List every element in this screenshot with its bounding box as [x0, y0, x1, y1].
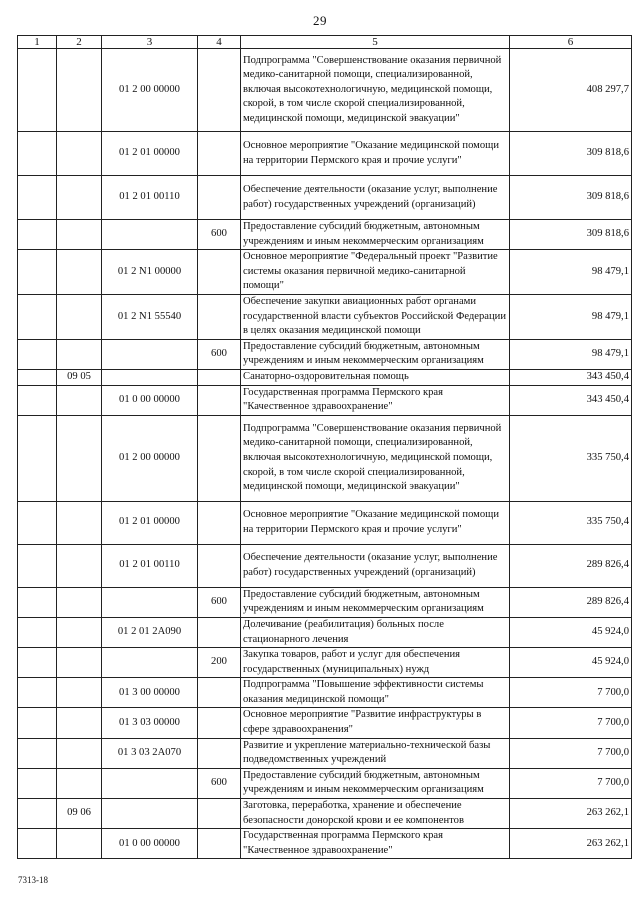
- table-row: [18, 829, 632, 859]
- item-name-cell: Государственная программа Пермского края "Качественное здравоохранение": [241, 829, 510, 859]
- item-name-cell: Закупка товаров, работ и услуг для обеспечения государственных (муниципальных) нужд: [241, 648, 510, 678]
- target-code-cell: [102, 339, 198, 369]
- subsection-cell: [57, 385, 102, 415]
- target-code-cell: 01 2 N1 00000: [102, 250, 198, 295]
- target-code-cell: 01 3 00 00000: [102, 678, 198, 708]
- table-row: [18, 617, 632, 647]
- target-code-cell: 01 2 01 00000: [102, 501, 198, 544]
- page-number: 29: [313, 13, 327, 28]
- expense-type-cell: 200: [198, 648, 241, 678]
- amount-cell: 7 700,0: [510, 738, 632, 768]
- expense-type-cell: [198, 369, 241, 385]
- target-code-cell: 01 2 N1 55540: [102, 294, 198, 339]
- amount-cell: 98 479,1: [510, 294, 632, 339]
- section-cell: [18, 829, 57, 859]
- section-cell: [18, 768, 57, 798]
- expense-type-cell: [198, 49, 241, 132]
- subsection-cell: [57, 678, 102, 708]
- subsection-cell: [57, 415, 102, 501]
- expense-type-cell: 600: [198, 220, 241, 250]
- target-code-cell: [102, 768, 198, 798]
- item-name-cell: Санаторно-оздоровительная помощь: [241, 369, 510, 385]
- expense-type-cell: [198, 501, 241, 544]
- target-code-cell: 01 2 01 00110: [102, 544, 198, 587]
- table-row: [18, 544, 632, 587]
- section-cell: [18, 176, 57, 220]
- target-code-cell: 01 2 01 2А090: [102, 617, 198, 647]
- expense-type-cell: [198, 829, 241, 859]
- target-code-cell: 01 2 01 00000: [102, 132, 198, 176]
- section-cell: [18, 501, 57, 544]
- table-row: [18, 385, 632, 415]
- item-name-cell: Предоставление субсидий бюджетным, автономным учреждениям и иным некоммерческим организациям: [241, 220, 510, 250]
- subsection-cell: [57, 768, 102, 798]
- expense-type-cell: [198, 250, 241, 295]
- table-row: [18, 339, 632, 369]
- table-row: [18, 587, 632, 617]
- expense-type-cell: 600: [198, 339, 241, 369]
- amount-cell: 408 297,7: [510, 49, 632, 132]
- section-cell: [18, 49, 57, 132]
- table-row: [18, 799, 632, 829]
- amount-cell: 289 826,4: [510, 587, 632, 617]
- table-row: [18, 369, 632, 385]
- target-code-cell: 01 3 03 2А070: [102, 738, 198, 768]
- amount-cell: 335 750,4: [510, 501, 632, 544]
- section-cell: [18, 708, 57, 738]
- column-header: 6: [510, 36, 632, 49]
- expense-type-cell: [198, 544, 241, 587]
- amount-cell: 7 700,0: [510, 768, 632, 798]
- item-name-cell: Обеспечение деятельности (оказание услуг, выполнение работ) государственных учреждений (организаций): [241, 176, 510, 220]
- column-header: 3: [102, 36, 198, 49]
- table-row: [18, 49, 632, 132]
- subsection-cell: [57, 294, 102, 339]
- amount-cell: 343 450,4: [510, 369, 632, 385]
- table-row: [18, 220, 632, 250]
- subsection-cell: [57, 501, 102, 544]
- target-code-cell: 01 2 00 00000: [102, 415, 198, 501]
- subsection-cell: 09 06: [57, 799, 102, 829]
- subsection-cell: [57, 49, 102, 132]
- target-code-cell: 01 0 00 00000: [102, 385, 198, 415]
- section-cell: [18, 385, 57, 415]
- section-cell: [18, 339, 57, 369]
- section-cell: [18, 678, 57, 708]
- section-cell: [18, 617, 57, 647]
- section-cell: [18, 220, 57, 250]
- item-name-cell: Обеспечение закупки авиационных работ органами государственной власти субъектов Российской Федерации в целях оказания медицинской помощи: [241, 294, 510, 339]
- table-row: [18, 250, 632, 295]
- target-code-cell: 01 3 03 00000: [102, 708, 198, 738]
- amount-cell: 98 479,1: [510, 339, 632, 369]
- target-code-cell: 01 2 00 00000: [102, 49, 198, 132]
- section-cell: [18, 544, 57, 587]
- target-code-cell: 01 2 01 00110: [102, 176, 198, 220]
- item-name-cell: Предоставление субсидий бюджетным, автономным учреждениям и иным некоммерческим организациям: [241, 768, 510, 798]
- subsection-cell: [57, 829, 102, 859]
- target-code-cell: [102, 369, 198, 385]
- table-row: [18, 501, 632, 544]
- item-name-cell: Предоставление субсидий бюджетным, автономным учреждениям и иным некоммерческим организациям: [241, 587, 510, 617]
- item-name-cell: Основное мероприятие "Развитие инфраструктуры в сфере здравоохранения": [241, 708, 510, 738]
- subsection-cell: [57, 339, 102, 369]
- expense-type-cell: [198, 385, 241, 415]
- amount-cell: 45 924,0: [510, 617, 632, 647]
- amount-cell: 263 262,1: [510, 799, 632, 829]
- target-code-cell: [102, 587, 198, 617]
- expense-type-cell: [198, 176, 241, 220]
- amount-cell: 7 700,0: [510, 708, 632, 738]
- table-row: [18, 768, 632, 798]
- item-name-cell: Предоставление субсидий бюджетным, автономным учреждениям и иным некоммерческим организациям: [241, 339, 510, 369]
- subsection-cell: [57, 648, 102, 678]
- table-header-row: [18, 36, 632, 49]
- table-row: [18, 678, 632, 708]
- subsection-cell: [57, 132, 102, 176]
- amount-cell: 309 818,6: [510, 220, 632, 250]
- section-cell: [18, 132, 57, 176]
- expense-type-cell: 600: [198, 587, 241, 617]
- table-row: [18, 176, 632, 220]
- amount-cell: 335 750,4: [510, 415, 632, 501]
- amount-cell: 7 700,0: [510, 678, 632, 708]
- table-row: [18, 132, 632, 176]
- section-cell: [18, 250, 57, 295]
- subsection-cell: [57, 220, 102, 250]
- expense-type-cell: [198, 415, 241, 501]
- item-name-cell: Развитие и укрепление материально-технической базы подведомственных учреждений: [241, 738, 510, 768]
- subsection-cell: [57, 250, 102, 295]
- expense-type-cell: [198, 132, 241, 176]
- section-cell: [18, 369, 57, 385]
- table-row: [18, 738, 632, 768]
- amount-cell: 98 479,1: [510, 250, 632, 295]
- target-code-cell: [102, 220, 198, 250]
- column-header: 2: [57, 36, 102, 49]
- expense-type-cell: 600: [198, 768, 241, 798]
- budget-table: [17, 35, 632, 859]
- expense-type-cell: [198, 617, 241, 647]
- column-header: 4: [198, 36, 241, 49]
- subsection-cell: [57, 738, 102, 768]
- section-cell: [18, 294, 57, 339]
- subsection-cell: [57, 544, 102, 587]
- amount-cell: 309 818,6: [510, 176, 632, 220]
- item-name-cell: Основное мероприятие "Федеральный проект "Развитие системы оказания первичной медико-санитарной помощи": [241, 250, 510, 295]
- amount-cell: 289 826,4: [510, 544, 632, 587]
- amount-cell: 45 924,0: [510, 648, 632, 678]
- expense-type-cell: [198, 708, 241, 738]
- expense-type-cell: [198, 678, 241, 708]
- amount-cell: 343 450,4: [510, 385, 632, 415]
- target-code-cell: 01 0 00 00000: [102, 829, 198, 859]
- expense-type-cell: [198, 294, 241, 339]
- expense-type-cell: [198, 799, 241, 829]
- section-cell: [18, 587, 57, 617]
- table-row: [18, 294, 632, 339]
- subsection-cell: 09 05: [57, 369, 102, 385]
- amount-cell: 309 818,6: [510, 132, 632, 176]
- table-row: [18, 708, 632, 738]
- subsection-cell: [57, 617, 102, 647]
- item-name-cell: Подпрограмма "Совершенствование оказания первичной медико-санитарной помощи, специализированной, включая высокотехнологичную, медицинской помощи, скорой, в том числе скорой специализированной, медицинской помощи, медицинской эвакуации": [241, 415, 510, 501]
- item-name-cell: Долечивание (реабилитация) больных после стационарного лечения: [241, 617, 510, 647]
- target-code-cell: [102, 648, 198, 678]
- section-cell: [18, 648, 57, 678]
- table-body: [18, 49, 632, 859]
- amount-cell: 263 262,1: [510, 829, 632, 859]
- expense-type-cell: [198, 738, 241, 768]
- item-name-cell: Заготовка, переработка, хранение и обеспечение безопасности донорской крови и ее компонентов: [241, 799, 510, 829]
- subsection-cell: [57, 587, 102, 617]
- subsection-cell: [57, 708, 102, 738]
- target-code-cell: [102, 799, 198, 829]
- subsection-cell: [57, 176, 102, 220]
- item-name-cell: Подпрограмма "Повышение эффективности системы оказания медицинской помощи": [241, 678, 510, 708]
- column-header: 5: [241, 36, 510, 49]
- column-header: 1: [18, 36, 57, 49]
- section-cell: [18, 738, 57, 768]
- section-cell: [18, 415, 57, 501]
- item-name-cell: Подпрограмма "Совершенствование оказания первичной медико-санитарной помощи, специализированной, включая высокотехнологичную, медицинской помощи, скорой, в том числе скорой специализированной, медицинской помощи, медицинской эвакуации": [241, 49, 510, 132]
- table-row: [18, 648, 632, 678]
- footer-code: 7313-18: [18, 875, 48, 885]
- item-name-cell: Государственная программа Пермского края "Качественное здравоохранение": [241, 385, 510, 415]
- section-cell: [18, 799, 57, 829]
- item-name-cell: Обеспечение деятельности (оказание услуг, выполнение работ) государственных учреждений (организаций): [241, 544, 510, 587]
- item-name-cell: Основное мероприятие "Оказание медицинской помощи на территории Пермского края и прочие услуги": [241, 132, 510, 176]
- table-row: [18, 415, 632, 501]
- item-name-cell: Основное мероприятие "Оказание медицинской помощи на территории Пермского края и прочие услуги": [241, 501, 510, 544]
